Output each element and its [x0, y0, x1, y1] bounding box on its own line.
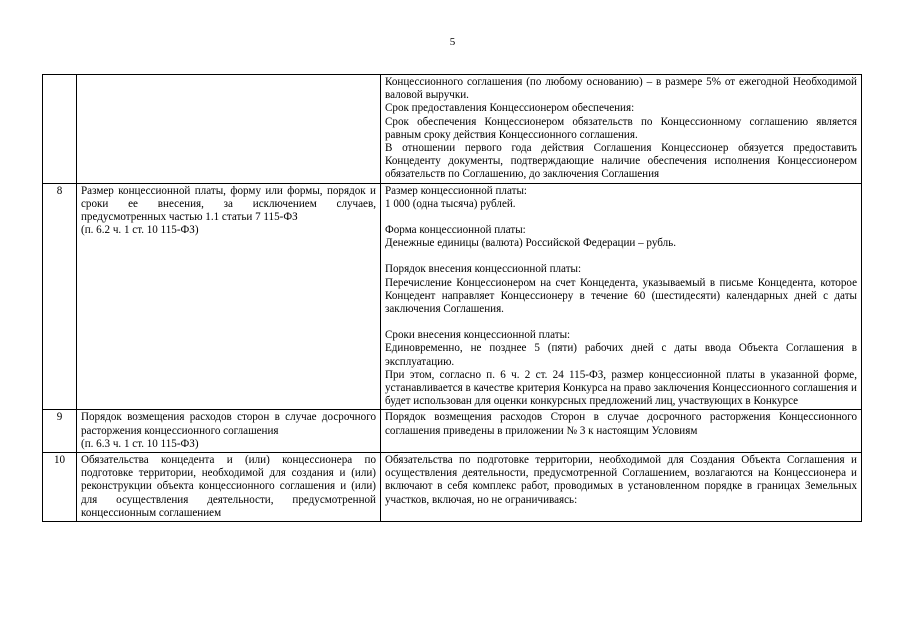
cell-paragraph: Срок предоставления Концессионером обеспечения:: [385, 102, 635, 115]
cell-paragraph: Срок обеспечения Концессионером обязательств по Концессионному соглашению является равным сроку действия Концессионного соглашения.: [385, 115, 857, 141]
cell-paragraph: (п. 6.3 ч. 1 ст. 10 115-ФЗ): [81, 437, 199, 450]
cell-paragraph: Сроки внесения концессионной платы:: [385, 329, 571, 342]
condition-name-cell: [77, 75, 381, 184]
page-number: 5: [449, 36, 456, 48]
condition-value-cell: [381, 75, 862, 184]
table-row: [43, 75, 862, 184]
condition-name-cell: [77, 410, 381, 453]
cell-paragraph: Концессионного соглашения (по любому основанию) – в размере 5% от ежегодной Необходимой валовой выручки.: [385, 76, 857, 102]
cell-paragraph: Единовременно, не позднее 5 (пяти) рабочих дней с даты ввода Объекта Соглашения в эксплуатацию.: [385, 342, 857, 368]
cell-paragraph: Размер концессионной платы, форму или формы, порядок и сроки ее внесения, за исключением случаев, предусмотренных частью 1.1 статьи 7 115-ФЗ: [81, 184, 376, 224]
cell-paragraph: Форма концессионной платы:: [385, 224, 526, 237]
conditions-table: [42, 74, 862, 522]
cell-paragraph: Денежные единицы (валюта) Российской Федерации – рубль.: [385, 237, 676, 250]
cell-paragraph: 1 000 (одна тысяча) рублей.: [385, 197, 516, 210]
table-row: [43, 453, 862, 522]
table-row: [43, 183, 862, 410]
row-number-cell: [43, 75, 77, 184]
cell-paragraph: Перечисление Концессионером на счет Концедента, указываемый в письме Концедента, которое Концедент направляет Концессионеру в течение 60 (шестидесяти) календарных дней с даты заключения Соглашения.: [385, 276, 857, 316]
cell-paragraph: Порядок возмещения расходов сторон в случае досрочного расторжения концессионного соглашения: [81, 411, 376, 437]
cell-paragraph: Порядок возмещения расходов Сторон в случае досрочного расторжения Концессионного соглашения приведены в приложении № 3 к настоящим Условиям: [385, 411, 857, 437]
cell-paragraph: (п. 6.2 ч. 1 ст. 10 115-ФЗ): [81, 224, 199, 237]
row-number-cell: 10: [43, 453, 77, 522]
cell-paragraph: Обязательства концедента и (или) концессионера по подготовке территории, необходимой для создания и (или) реконструкции объекта концессионного соглашения и (или) для осуществления деятельности, предусмотренной концессионным соглашением: [81, 454, 376, 519]
condition-name-cell: [77, 183, 381, 410]
condition-value-cell: [381, 410, 862, 453]
cell-paragraph: В отношении первого года действия Соглашения Концессионер обязуется предоставить Концеденту документы, подтверждающие наличие обеспечения исполнения Концессионером обязательств по Соглашению, до заключения Соглашения: [385, 142, 857, 181]
condition-name-cell: [77, 453, 381, 522]
row-number-cell: 8: [43, 183, 77, 410]
table-row: [43, 410, 862, 453]
condition-value-cell: [381, 183, 862, 410]
condition-value-cell: [381, 453, 862, 522]
cell-paragraph: При этом, согласно п. 6 ч. 2 ст. 24 115-ФЗ, размер концессионной платы в указанной форме, устанавливается в качестве критерия Конкурса на право заключения Концессионного соглашения и будет использован для оценки конкурсных предложений лиц, участвующих в Конкурсе: [385, 368, 857, 408]
row-number-cell: 9: [43, 410, 77, 453]
cell-paragraph: Порядок внесения концессионной платы:: [385, 263, 582, 276]
cell-paragraph: Размер концессионной платы:: [385, 184, 527, 197]
cell-paragraph: Обязательства по подготовке территории, необходимой для Создания Объекта Соглашения и осуществления деятельности, предусмотренной Соглашением, возлагаются на Концессионера и включают в себя комплекс работ, проводимых в установленном порядке в границах Земельных участков, включая, но не ограничиваясь:: [385, 454, 857, 506]
